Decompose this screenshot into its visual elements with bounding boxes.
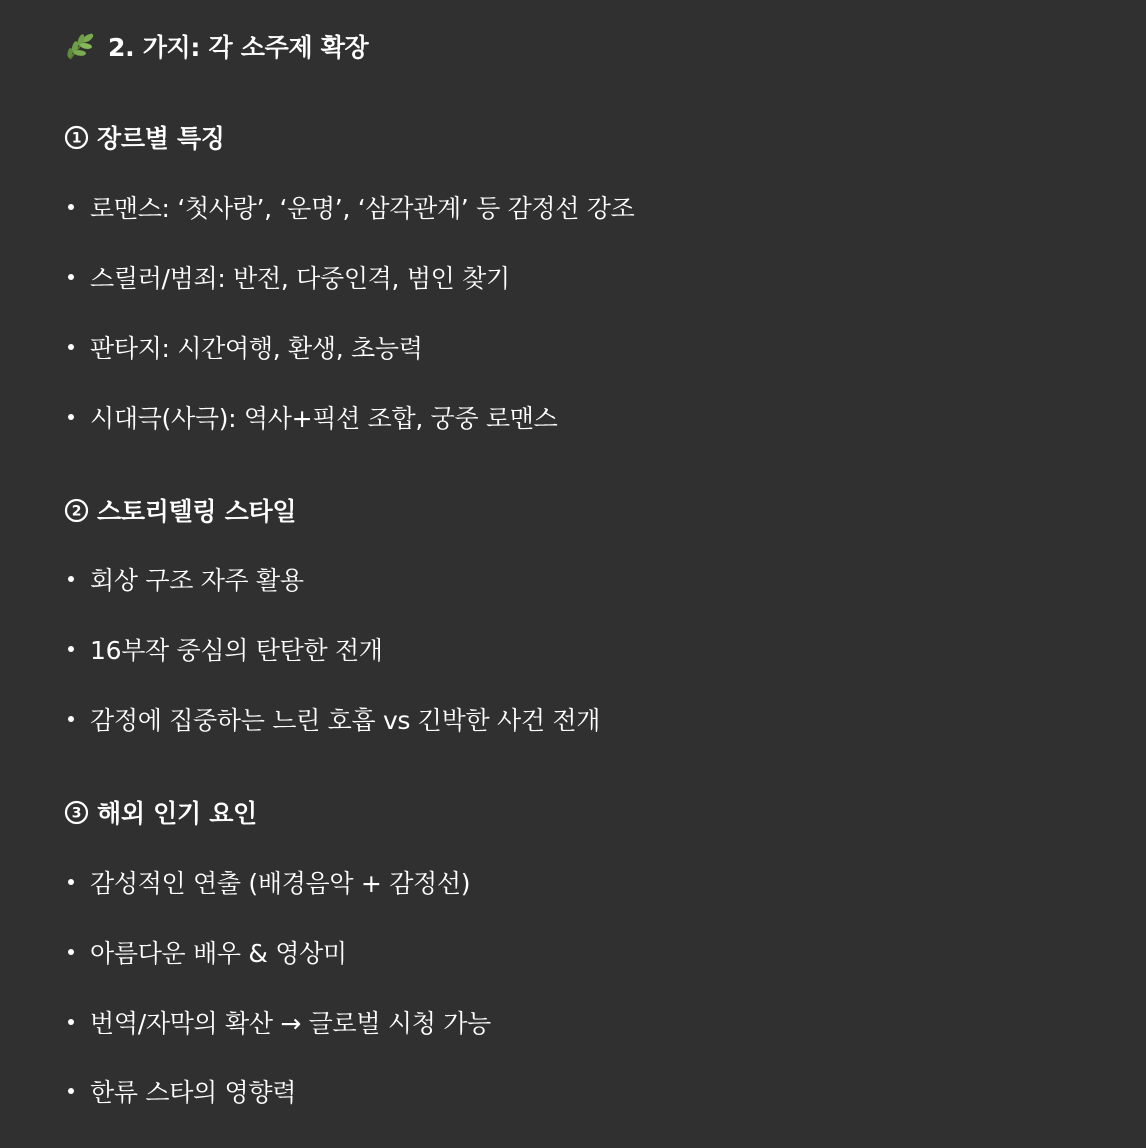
list-item-text: 판타지: 시간여행, 환생, 초능력 — [90, 334, 423, 363]
list-item-text: 번역/자막의 확산 → 글로벌 시청 가능 — [90, 1009, 491, 1038]
bullet-icon — [68, 646, 74, 652]
list-item-text: 16부작 중심의 탄탄한 전개 — [90, 636, 383, 665]
bullet-icon — [68, 414, 74, 420]
list-item-text: 감정에 집중하는 느린 호흡 vs 긴박한 사건 전개 — [90, 706, 601, 735]
bullet-icon — [68, 716, 74, 722]
svg-text:1: 1 — [71, 130, 82, 146]
bullet-icon — [68, 1019, 74, 1025]
section-heading-text: 스토리텔링 스타일 — [97, 497, 297, 526]
herb-leaf-icon — [64, 29, 98, 63]
list-item — [64, 935, 347, 969]
bullet-icon — [68, 1088, 74, 1094]
page-title — [64, 28, 368, 64]
list-item — [64, 190, 634, 224]
bullet-icon — [68, 576, 74, 582]
list-item-text: 로맨스: ‘첫사랑’, ‘운명’, ‘삼각관계’ 등 감정선 강조 — [90, 194, 635, 223]
section-heading-genre-features — [64, 120, 225, 154]
list-item — [64, 330, 423, 364]
list-item-text: 한류 스타의 영향력 — [90, 1078, 297, 1107]
page-title-text: 2. 가지: 각 소주제 확장 — [108, 33, 369, 62]
bullet-icon — [68, 344, 74, 350]
list-item — [64, 632, 383, 666]
list-item-text: 아름다운 배우 & 영상미 — [90, 939, 347, 968]
list-item-text: 회상 구조 자주 활용 — [90, 566, 304, 595]
bullet-icon — [68, 274, 74, 280]
section-heading-storytelling-style — [64, 493, 296, 527]
list-item — [64, 400, 558, 434]
list-item — [64, 865, 470, 899]
list-item — [64, 562, 304, 596]
bullet-icon — [68, 879, 74, 885]
section-heading-overseas-popularity — [64, 795, 257, 829]
section-heading-text: 해외 인기 요인 — [97, 799, 257, 828]
list-item — [64, 1074, 296, 1108]
list-item — [64, 1005, 491, 1039]
list-item-text: 감성적인 연출 (배경음악 + 감정선) — [90, 869, 471, 898]
bullet-icon — [68, 204, 74, 210]
section-heading-text: 장르별 특징 — [97, 124, 225, 153]
circled-number-2-icon — [64, 498, 89, 523]
svg-text:2: 2 — [71, 503, 82, 519]
list-item-text: 시대극(사극): 역사+픽션 조합, 궁중 로맨스 — [90, 404, 558, 433]
list-item-text: 스릴러/범죄: 반전, 다중인격, 범인 찾기 — [90, 264, 510, 293]
circled-number-1-icon — [64, 125, 89, 150]
list-item — [64, 702, 600, 736]
circled-number-3-icon — [64, 800, 89, 825]
svg-text:3: 3 — [71, 805, 82, 821]
list-item — [64, 260, 510, 294]
bullet-icon — [68, 949, 74, 955]
